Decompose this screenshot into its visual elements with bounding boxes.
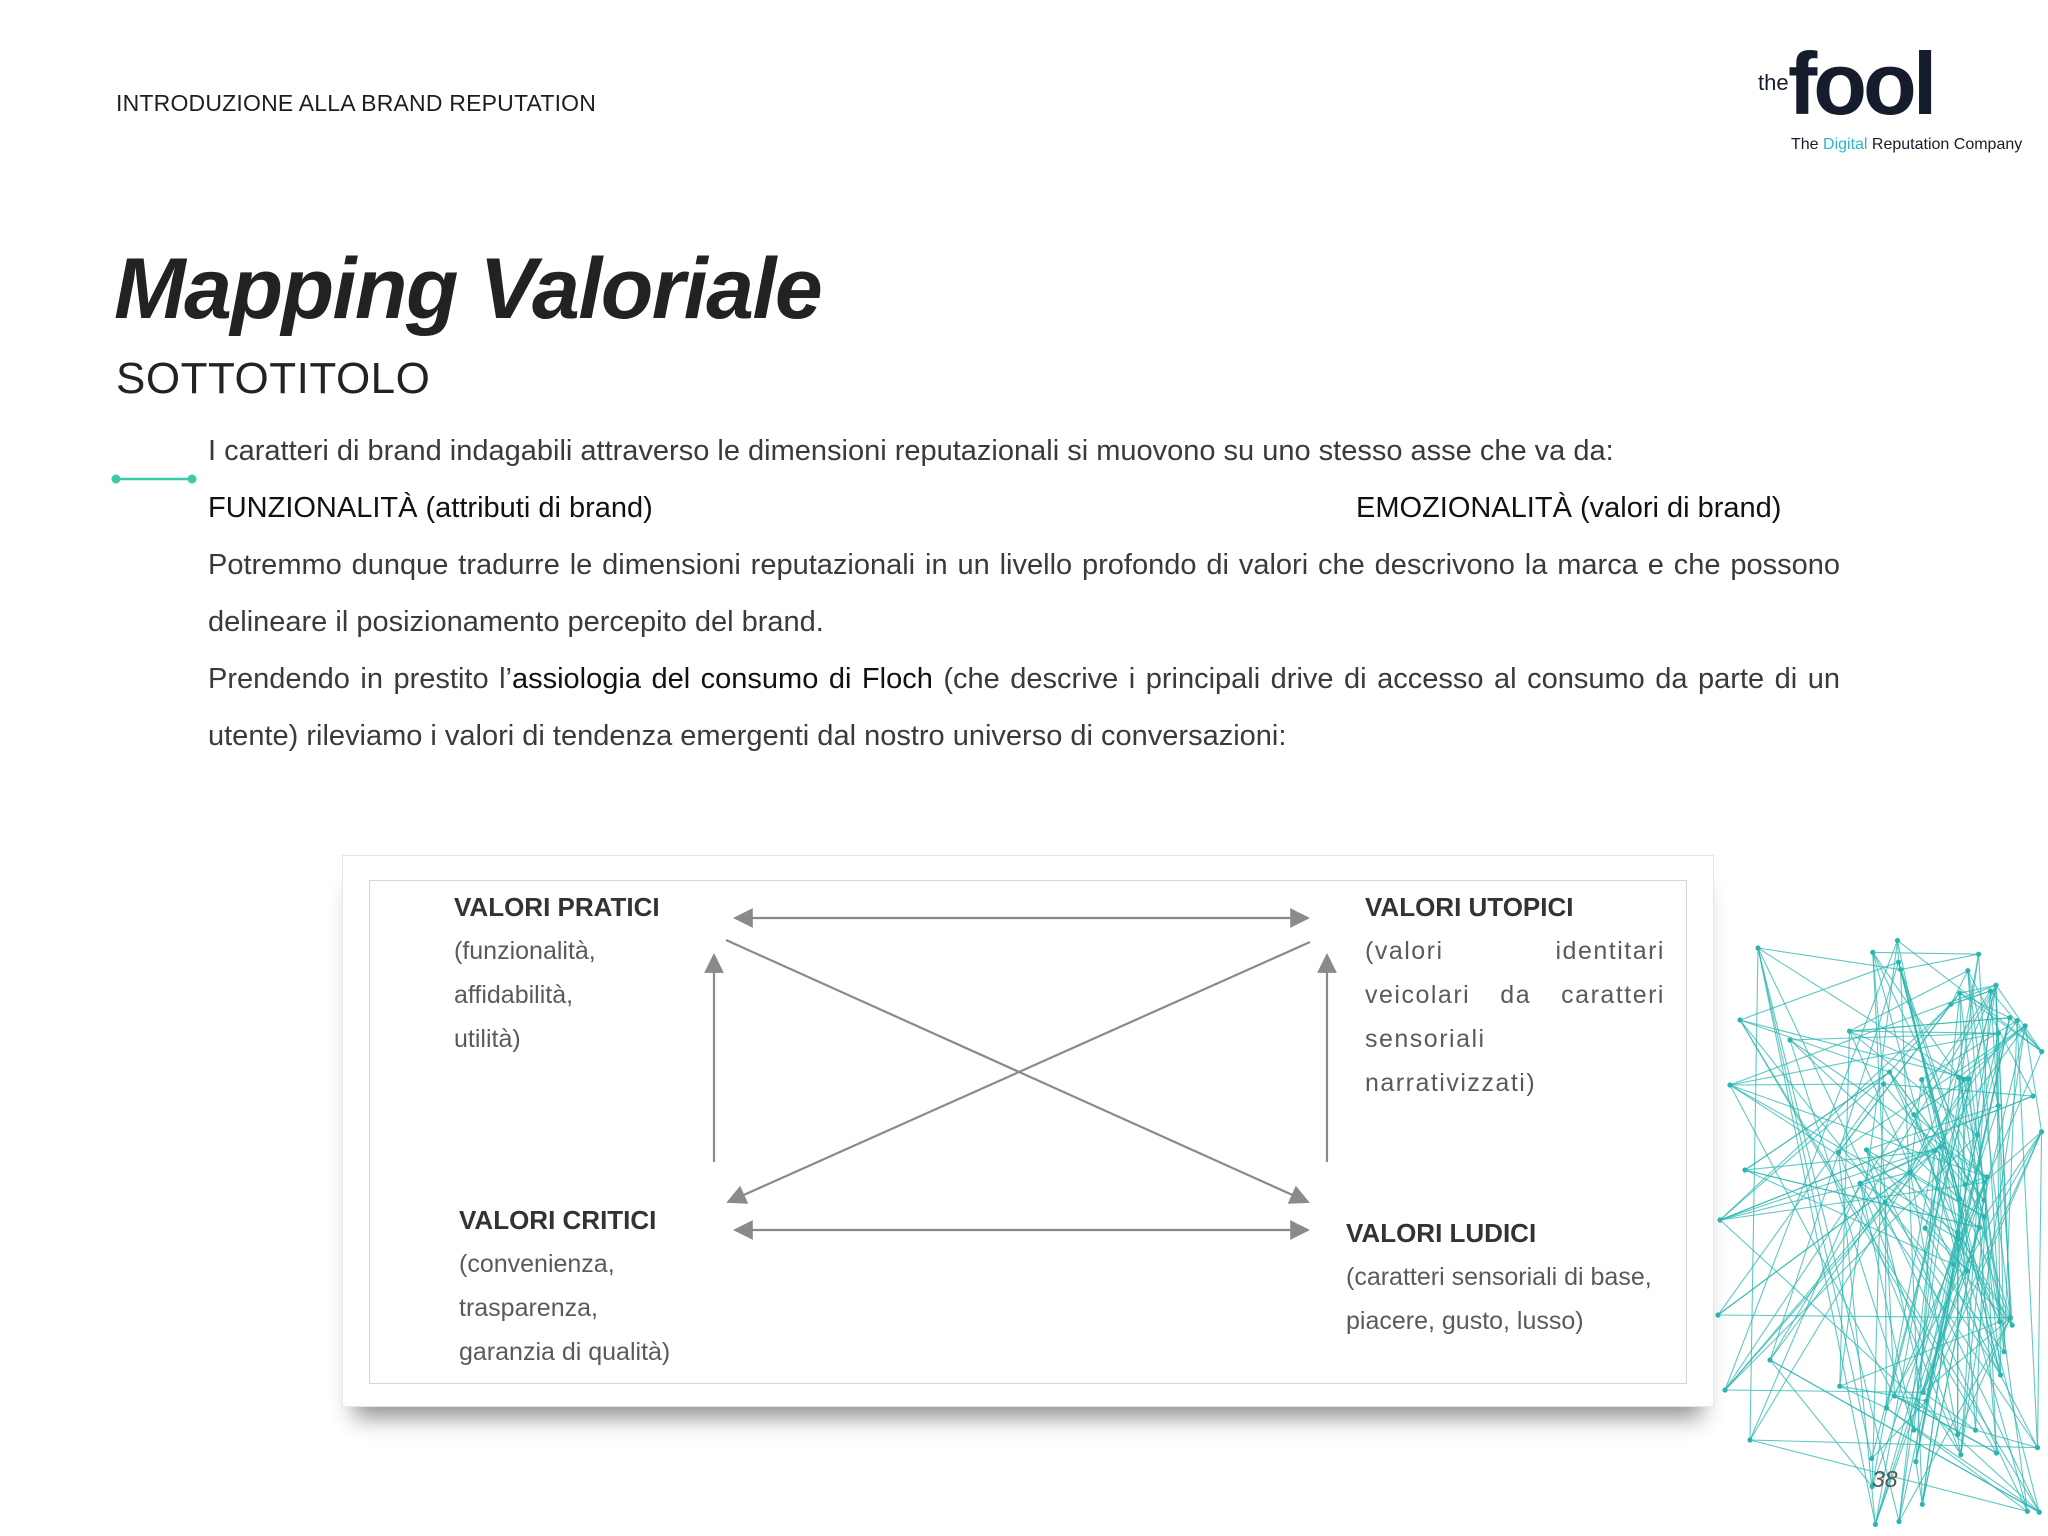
quadrant-line: (valori identitari [1365, 937, 1665, 965]
quadrant-description [454, 929, 724, 1061]
quadrant-valori-utopici [1365, 885, 1665, 1105]
quadrant-line: (convenienza, [459, 1250, 615, 1278]
quadrant-line: trasparenza, [459, 1294, 598, 1322]
network-decoration-icon [1700, 920, 2048, 1536]
quadrant-valori-critici [459, 1198, 759, 1374]
quadrant-line: affidabilità, [454, 981, 574, 1009]
axis-emozionalita: EMOZIONALITÀ (valori di brand) [1356, 492, 1782, 524]
slide-subtitle: SOTTOTITOLO [116, 354, 431, 403]
page-number: 38 [1872, 1466, 1898, 1492]
logo-the: the [1758, 70, 1789, 95]
logo-tagline-end: Reputation Company [1867, 136, 2023, 153]
paragraph-floch-end: (che descrive i principali drive di accesso al consumo da parte di un utente) rileviamo i valori di tendenza emergenti dal nostro universo di conversazioni: [208, 663, 1840, 752]
quadrant-line: (caratteri sensoriali di base, [1346, 1263, 1652, 1291]
quadrant-description [1346, 1255, 1676, 1343]
axis-funzionalita: FUNZIONALITÀ (attributi di brand) [208, 492, 653, 524]
quadrant-title: VALORI PRATICI [454, 892, 660, 922]
floch-highlight: assiologia del consumo di Floch [511, 663, 933, 695]
quadrant-line: (funzionalità, [454, 937, 596, 965]
quadrant-title: VALORI UTOPICI [1365, 892, 1574, 922]
quadrant-valori-pratici [454, 885, 724, 1061]
paragraph-floch-start: Prendendo in prestito l’ [208, 663, 512, 695]
quadrant-line: garanzia di qualità) [459, 1338, 671, 1366]
quadrant-line: veicolari da caratteri [1365, 981, 1665, 1009]
quadrant-title: VALORI LUDICI [1346, 1218, 1537, 1248]
header-section-label: INTRODUZIONE ALLA BRAND REPUTATION [116, 90, 597, 116]
quadrant-line: sensoriali narrativizzati) [1365, 1025, 1537, 1097]
quadrant-description [1365, 929, 1665, 1105]
quadrant-valori-ludici [1346, 1211, 1676, 1343]
quadrant-description [459, 1242, 759, 1374]
logo-tagline-start: The [1791, 136, 1824, 153]
quadrant-line: utilità) [454, 1025, 521, 1053]
logo-fool: fool [1788, 34, 1934, 133]
intro-paragraph: I caratteri di brand indagabili attraverso le dimensioni reputazionali si muovono su uno stesso asse che va da: [208, 435, 1614, 467]
quadrant-title: VALORI CRITICI [459, 1205, 657, 1235]
paragraph-dimensioni: Potremmo dunque tradurre le dimensioni reputazionali in un livello profondo di valori che descrivono la marca e che possono delineare il posizionamento percepito del brand. [208, 549, 1840, 638]
quadrant-line: piacere, gusto, lusso) [1346, 1307, 1584, 1335]
logo-tagline-accent: Digital [1823, 136, 1868, 153]
slide-title: Mapping Valoriale [114, 241, 822, 337]
